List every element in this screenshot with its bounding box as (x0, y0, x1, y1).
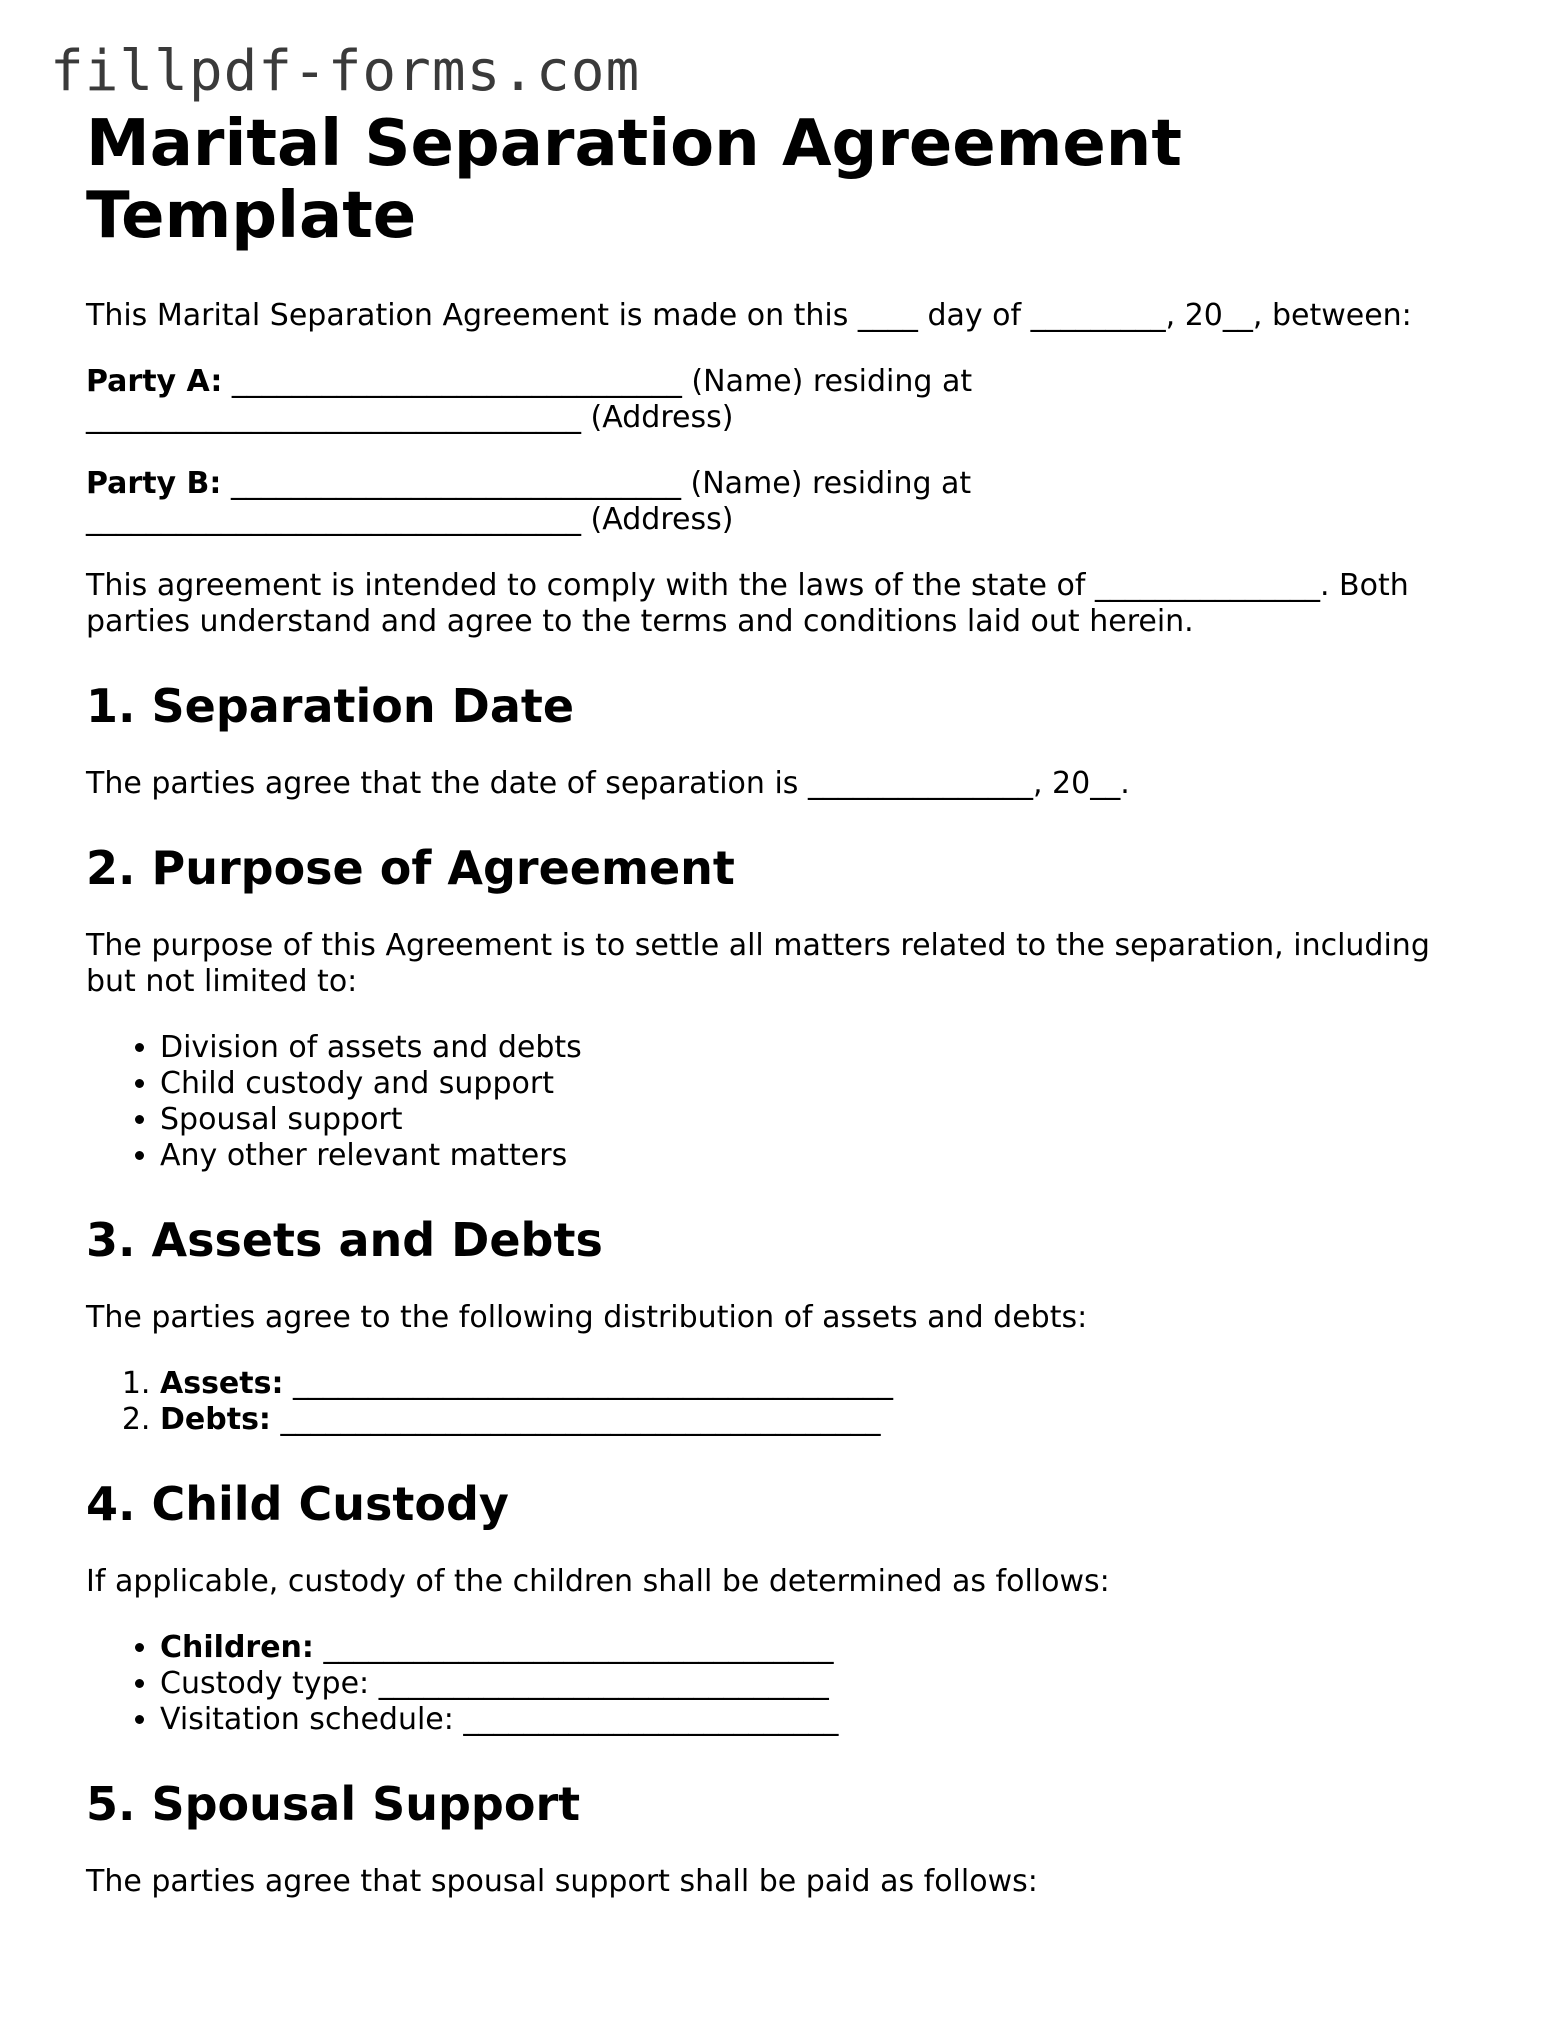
section-4-body: If applicable, custody of the children shall be determined as follows: (86, 1564, 1110, 1599)
list-item: • Child custody and support (160, 1066, 1466, 1102)
assets-debts-list (86, 1366, 1466, 1438)
debts-line: ________________________________________ (280, 1402, 881, 1437)
section-3-body: The parties agree to the following distribution of assets and debts: (86, 1300, 1088, 1335)
assets-line: ________________________________________ (293, 1366, 894, 1401)
intro-paragraph: This Marital Separation Agreement is made on this ____ day of _________, 20__, between: (86, 298, 1412, 333)
children-line: __________________________________ (323, 1630, 834, 1665)
party-a-address-line: _________________________________ (Address) (86, 400, 734, 435)
party-b-block (86, 466, 1466, 538)
children-label: Children: (160, 1630, 314, 1665)
section-3-heading: 3. Assets and Debts (86, 1213, 603, 1267)
list-item: • Any other relevant matters (160, 1138, 1466, 1174)
list-item (160, 1366, 1466, 1402)
assets-label: Assets: (160, 1366, 284, 1401)
party-a-block (86, 364, 1466, 436)
list-item (160, 1402, 1466, 1438)
list-item: • Division of assets and debts (160, 1030, 1466, 1066)
document-title: Marital Separation Agreement Template (86, 107, 1182, 253)
list-item: • Custody type: ______________________________ (160, 1666, 1466, 1702)
party-b-label: Party B: (86, 466, 222, 501)
party-b-address-line: _________________________________ (Address) (86, 502, 734, 537)
section-2-body: The purpose of this Agreement is to settle all matters related to the separation, including but not limited to: (86, 928, 1430, 999)
section-4-heading: 4. Child Custody (86, 1477, 509, 1531)
party-a-label: Party A: (86, 364, 223, 399)
purpose-list (86, 1030, 1466, 1174)
section-1-heading: 1. Separation Date (86, 679, 575, 733)
section-1-body: The parties agree that the date of separation is _______________, 20__. (86, 766, 1130, 801)
state-clause: This agreement is intended to comply with the laws of the state of _______________. Both parties understand and agree to the terms and conditions laid out herein. (86, 568, 1409, 639)
debts-label: Debts: (160, 1402, 271, 1437)
list-item: • Spousal support (160, 1102, 1466, 1138)
section-5-body: The parties agree that spousal support shall be paid as follows: (86, 1864, 1038, 1899)
list-item: • Visitation schedule: _________________________ (160, 1702, 1466, 1738)
section-2-heading: 2. Purpose of Agreement (86, 841, 735, 895)
party-a-name-line: ______________________________ (Name) residing at (231, 364, 973, 399)
section-5-heading: 5. Spousal Support (86, 1777, 581, 1831)
list-item (160, 1630, 1466, 1666)
document-page (86, 108, 1466, 1900)
custody-list (86, 1630, 1466, 1738)
party-b-name-line: ______________________________ (Name) residing at (230, 466, 972, 501)
watermark: fillpdf-forms.com (50, 39, 641, 104)
